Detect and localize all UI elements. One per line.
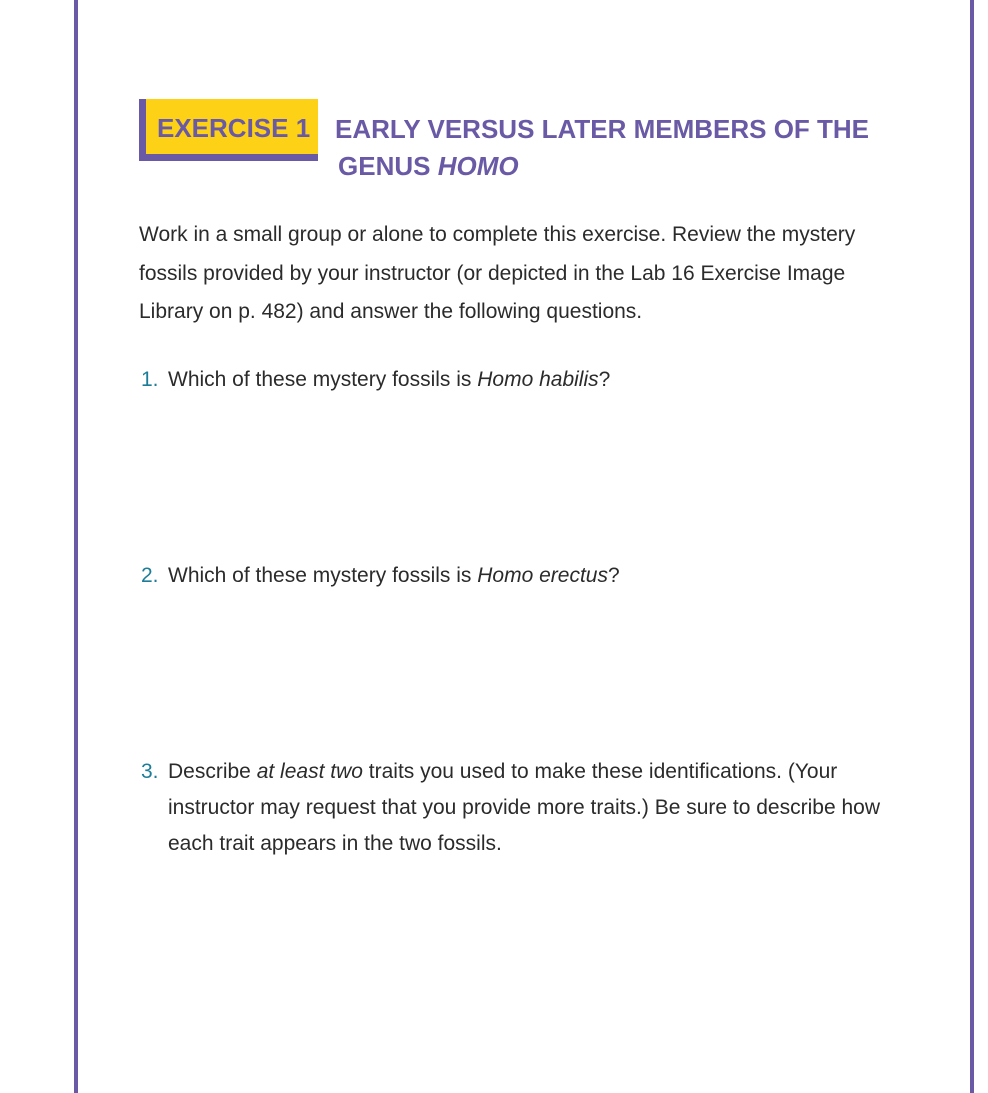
question-text bbox=[168, 362, 919, 398]
exercise-title-homo: HOMO bbox=[437, 151, 519, 181]
page-border-right bbox=[970, 0, 974, 1093]
question-species-name: Homo erectus bbox=[477, 564, 608, 587]
question-text-end: ? bbox=[598, 368, 611, 391]
question-text-start: Describe bbox=[168, 760, 257, 783]
exercise-instructions: Work in a small group or alone to complete this exercise. Review the mystery fossils provided by your instructor (or depicted in the Lab 16 Exercise Image Library on p. 482) and answer the following questions. bbox=[139, 223, 856, 323]
exercise-badge-label: EXERCISE 1 bbox=[146, 99, 318, 154]
exercise-title bbox=[335, 111, 905, 185]
question-number: 3. bbox=[141, 760, 159, 783]
question-number: 2. bbox=[141, 564, 159, 587]
question-2 bbox=[139, 558, 919, 594]
question-1 bbox=[139, 362, 919, 398]
exercise-badge bbox=[139, 99, 318, 161]
exercise-title-genus: GENUS bbox=[338, 151, 438, 181]
question-number: 1. bbox=[141, 368, 159, 391]
page-border-left bbox=[74, 0, 78, 1093]
exercise-header bbox=[139, 99, 919, 189]
question-text bbox=[168, 558, 919, 594]
question-text-start: Which of these mystery fossils is bbox=[168, 368, 478, 391]
question-species-name: Homo habilis bbox=[477, 368, 599, 391]
question-text-end: ? bbox=[607, 564, 620, 587]
exercise-title-line2 bbox=[335, 148, 905, 185]
question-text bbox=[168, 754, 919, 862]
question-emphasis: at least two bbox=[256, 760, 363, 783]
question-text-end: traits you used to make these identifications. (Your instructor may request that you provide more traits.) Be sure to describe how each trait appears in the two fossils. bbox=[168, 760, 880, 855]
question-3 bbox=[139, 754, 919, 862]
exercise-title-line1: EARLY VERSUS LATER MEMBERS OF THE bbox=[335, 114, 870, 144]
question-text-start: Which of these mystery fossils is bbox=[168, 564, 478, 587]
